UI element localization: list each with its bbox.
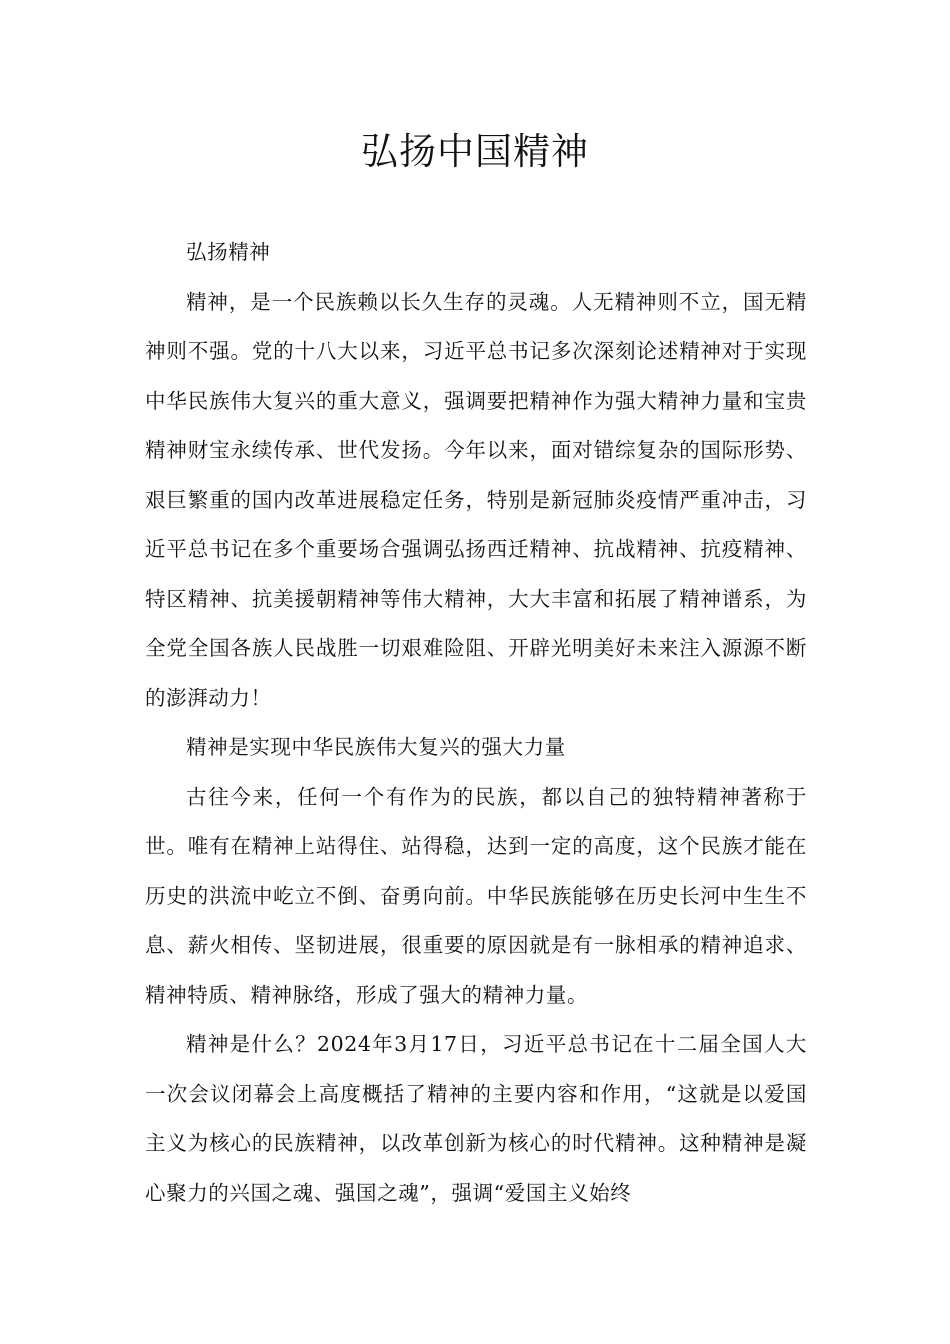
paragraph-what-is-spirit: 精神是什么？2024年3月17日，习近平总书记在十二届全国人大一次会议闭幕会上高度概括了精神的主要内容和作用，“这就是以爱国主义为核心的民族精神，以改革创新为核心的时代精神。这种精神是凝心聚力的兴国之魂、强国之魂”，强调“爱国主义始终 [145, 1032, 807, 1205]
section-heading-promote-spirit: 弘扬精神 [186, 240, 271, 264]
document-body [145, 228, 807, 1218]
document-title: 弘扬中国精神 [361, 130, 589, 173]
paragraph-history: 古往今来，任何一个有作为的民族，都以自己的独特精神著称于世。唯有在精神上站得住、站得稳，达到一定的高度，这个民族才能在历史的洪流中屹立不倒、奋勇向前。中华民族能够在历史长河中生生不息、薪火相传、坚韧进展，很重要的原因就是有一脉相承的精神追求、精神特质、精神脉络，形成了强大的精神力量。 [145, 784, 807, 1007]
paragraph-spirit-soul: 精神，是一个民族赖以长久生存的灵魂。人无精神则不立，国无精神则不强。党的十八大以来，习近平总书记多次深刻论述精神对于实现中华民族伟大复兴的重大意义，强调要把精神作为强大精神力量和宝贵精神财宝永续传承、世代发扬。今年以来，面对错综复杂的国际形势、艰巨繁重的国内改革进展稳定任务，特别是新冠肺炎疫情严重冲击，习近平总书记在多个重要场合强调弘扬西迁精神、抗战精神、抗疫精神、特区精神、抗美援朝精神等伟大精神，大大丰富和拓展了精神谱系，为全党全国各族人民战胜一切艰难险阻、开辟光明美好未来注入源源不断的澎湃动力！ [145, 289, 807, 710]
section-heading-strong-force: 精神是实现中华民族伟大复兴的强大力量 [186, 735, 566, 759]
